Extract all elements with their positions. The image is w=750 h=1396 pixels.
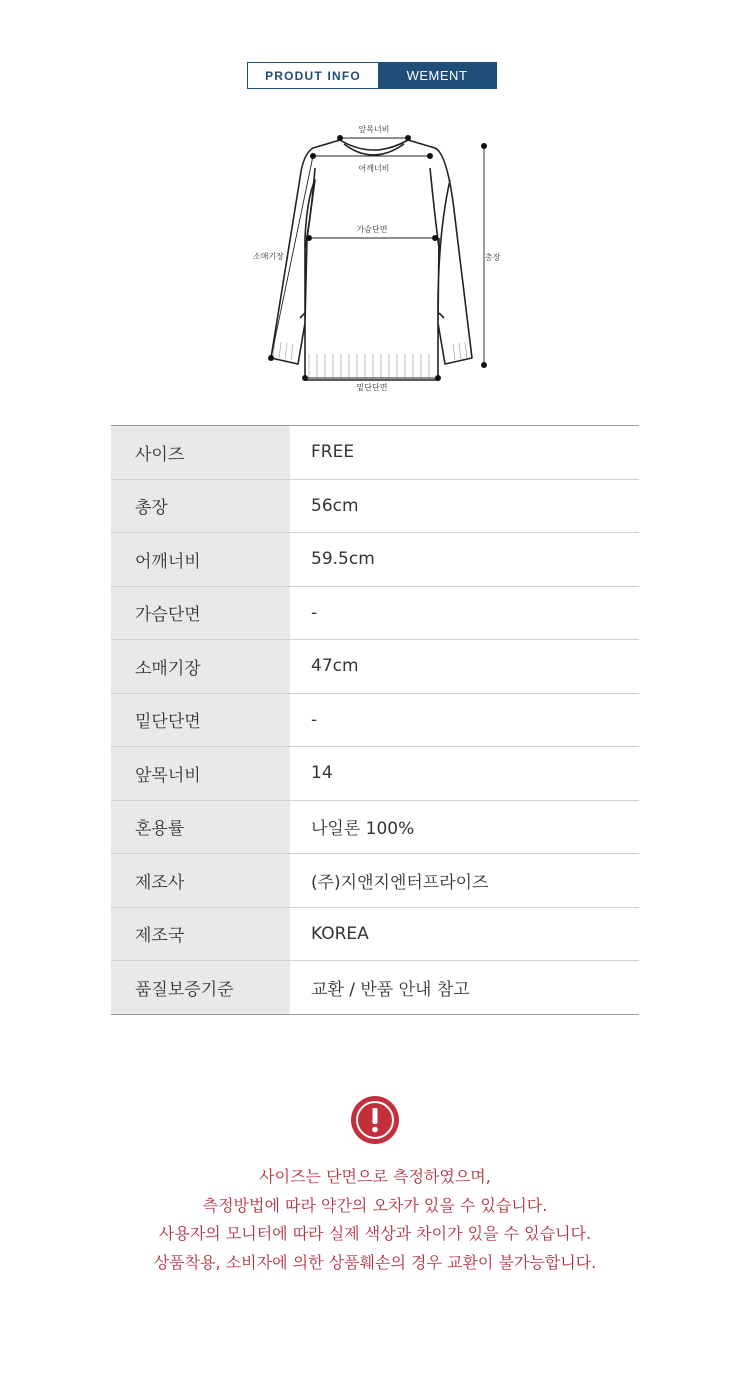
spec-label: 사이즈: [111, 426, 290, 480]
product-info-header: [247, 62, 497, 89]
spec-label: 제조사: [111, 854, 290, 908]
notice-line: 사용자의 모니터에 따라 실제 색상과 차이가 있을 수 있습니다.: [158, 1224, 592, 1243]
spec-label: 어깨너비: [111, 533, 290, 587]
spec-label: 품질보증기준: [111, 961, 290, 1015]
spec-row: [111, 426, 639, 480]
sweater-diagram: [245, 118, 510, 398]
spec-value: (주)지앤지엔터프라이즈: [290, 854, 639, 908]
spec-label: 소매기장: [111, 640, 290, 694]
spec-row: [111, 854, 639, 908]
notice-line: 사이즈는 단면으로 측정하였으며,: [259, 1167, 491, 1186]
hem-label: 밑단단면: [356, 383, 388, 392]
exclamation-icon: [350, 1095, 400, 1145]
spec-value: 56cm: [290, 479, 639, 533]
spec-row: [111, 800, 639, 854]
product-info-label: PRODUT INFO: [248, 63, 378, 88]
spec-label: 밑단단면: [111, 693, 290, 747]
size-diagram: [245, 118, 510, 398]
spec-row: [111, 533, 639, 587]
notice-line: 상품착용, 소비자에 의한 상품훼손의 경우 교환이 불가능합니다.: [153, 1252, 597, 1272]
notice-line: 측정방법에 따라 약간의 오차가 있을 수 있습니다.: [202, 1195, 548, 1215]
sleeve-length-label: 소매기장: [253, 252, 284, 261]
spec-label: 제조국: [111, 907, 290, 961]
spec-value: 나일론 100%: [290, 800, 639, 854]
total-length-label: 총장: [485, 253, 501, 262]
spec-label: 혼용률: [111, 800, 290, 854]
size-notice: [0, 1163, 750, 1277]
spec-row: [111, 961, 639, 1015]
spec-label: 가슴단면: [111, 586, 290, 640]
spec-row: [111, 747, 639, 801]
chest-label: 가슴단면: [356, 225, 388, 234]
shoulder-width-label: 어깨너비: [358, 164, 390, 173]
spec-value: 47cm: [290, 640, 639, 694]
spec-value: -: [290, 693, 639, 747]
spec-row: [111, 693, 639, 747]
spec-value: 59.5cm: [290, 533, 639, 587]
spec-row: [111, 586, 639, 640]
spec-label: 총장: [111, 479, 290, 533]
spec-label: 앞목너비: [111, 747, 290, 801]
spec-row: [111, 479, 639, 533]
spec-table: [111, 425, 639, 1015]
spec-value: 교환 / 반품 안내 참고: [311, 979, 470, 1000]
spec-value: KOREA: [290, 907, 639, 961]
neck-width-label: 앞목너비: [358, 125, 390, 134]
spec-value: 14: [290, 747, 639, 801]
spec-value: -: [290, 586, 639, 640]
spec-row: [111, 907, 639, 961]
spec-row: [111, 640, 639, 694]
spec-value: FREE: [290, 426, 639, 480]
brand-label: WEMENT: [378, 63, 496, 88]
